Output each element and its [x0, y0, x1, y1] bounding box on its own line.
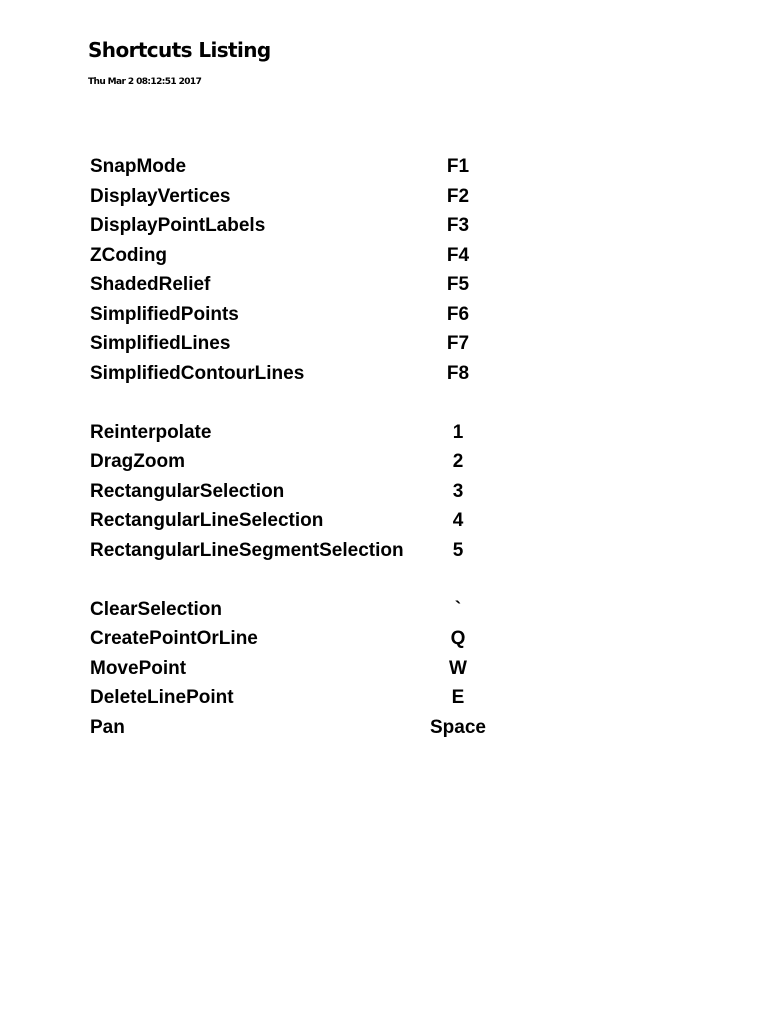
command-name: RectangularLineSegmentSelection	[90, 539, 404, 561]
command-name: ShadedRelief	[90, 274, 211, 295]
command-name: Pan	[90, 716, 125, 738]
shortcut-group-letter-keys	[90, 595, 510, 743]
shortcut-row	[90, 270, 510, 300]
shortcut-key: W	[449, 657, 467, 679]
shortcut-row	[90, 418, 510, 448]
shortcut-key: F2	[446, 185, 470, 207]
command-name: MovePoint	[90, 657, 187, 679]
command-name: SimplifiedPoints	[90, 303, 239, 325]
shortcut-row	[90, 654, 510, 684]
shortcut-key: F8	[446, 362, 470, 384]
shortcut-row	[90, 506, 510, 536]
shortcut-key: 2	[452, 451, 464, 472]
shortcut-row	[90, 152, 510, 182]
shortcut-row	[90, 624, 510, 654]
shortcut-row	[90, 536, 510, 566]
shortcut-key: E	[451, 687, 465, 708]
shortcut-key: F6	[446, 303, 470, 325]
command-name: ZCoding	[90, 244, 168, 266]
shortcut-row	[90, 595, 510, 625]
command-name: DeleteLinePoint	[90, 687, 234, 708]
shortcut-key: 3	[452, 480, 464, 502]
shortcut-row	[90, 329, 510, 359]
command-name: CreatePointOrLine	[90, 628, 258, 649]
shortcut-key: F3	[446, 215, 470, 236]
command-name: Reinterpolate	[90, 421, 212, 443]
shortcut-group-number-keys	[90, 418, 510, 566]
shortcut-key: Space	[430, 716, 486, 738]
shortcut-key: F5	[446, 274, 470, 295]
shortcut-row	[90, 447, 510, 477]
shortcut-group-function-keys	[90, 152, 510, 388]
command-name: RectangularLineSelection	[90, 510, 324, 531]
shortcut-row	[90, 713, 510, 743]
shortcut-row	[90, 683, 510, 713]
shortcut-key: Q	[450, 628, 466, 649]
shortcut-key: 5	[452, 539, 464, 561]
shortcut-row	[90, 211, 510, 241]
command-name: DragZoom	[90, 451, 185, 472]
shortcut-row	[90, 477, 510, 507]
shortcut-key: F4	[446, 244, 470, 266]
shortcut-table	[90, 152, 510, 772]
command-name: DisplayVertices	[90, 185, 231, 207]
command-name: ClearSelection	[90, 598, 222, 620]
command-name: RectangularSelection	[90, 480, 285, 502]
page-title: Shortcuts Listing	[88, 38, 271, 62]
command-name: SimplifiedContourLines	[90, 362, 305, 384]
command-name: SimplifiedLines	[90, 333, 231, 354]
shortcut-key: F1	[446, 156, 470, 177]
shortcut-row	[90, 182, 510, 212]
shortcut-row	[90, 300, 510, 330]
timestamp: Thu Mar 2 08:12:51 2017	[88, 77, 202, 87]
command-name: SnapMode	[90, 156, 187, 177]
shortcut-key: `	[454, 598, 462, 620]
shortcut-key: 1	[452, 421, 464, 443]
shortcut-key: F7	[446, 333, 470, 354]
shortcut-key: 4	[452, 510, 464, 531]
shortcut-row	[90, 241, 510, 271]
command-name: DisplayPointLabels	[90, 215, 266, 236]
shortcut-row	[90, 359, 510, 389]
